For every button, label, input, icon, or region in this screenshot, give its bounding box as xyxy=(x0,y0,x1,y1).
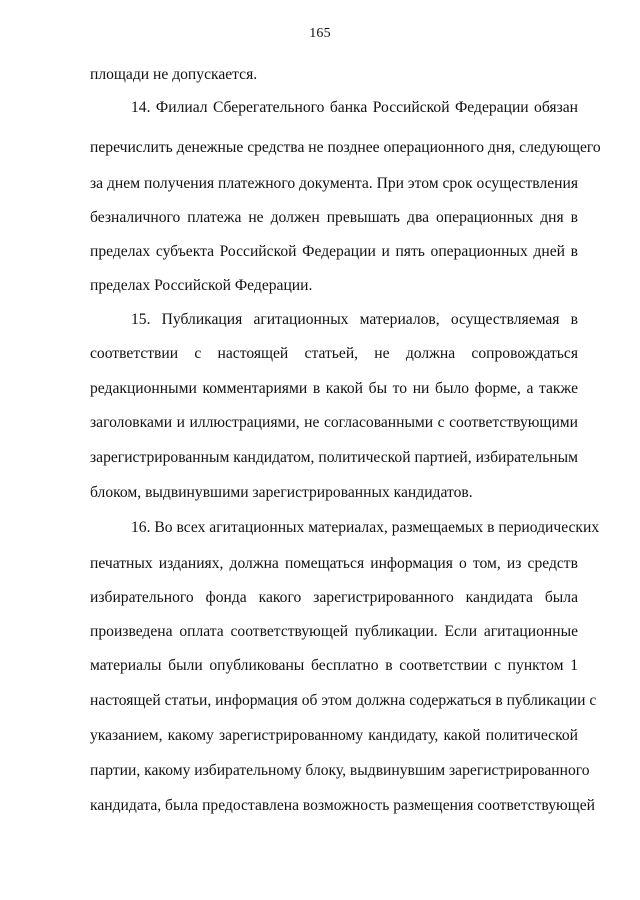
text-line: материалы были опубликованы бесплатно в соответствии с пунктом 1 xyxy=(90,657,578,674)
text-line: указанием, какому зарегистрированному кандидату, какой политической xyxy=(90,727,578,744)
text-line: редакционными комментариями в какой бы то ни было форме, а также xyxy=(90,380,578,397)
text-line: партии, какому избирательному блоку, выдвинувшим зарегистрированного xyxy=(90,762,590,779)
text-line: площади не допускается. xyxy=(90,66,258,83)
text-line: кандидата, была предоставлена возможность размещения соответствующей xyxy=(90,797,595,814)
text-line: зарегистрированным кандидатом, политической партией, избирательным xyxy=(90,449,578,466)
paragraph-14-line: 14. Филиал Сберегательного банка Российской Федерации обязан xyxy=(131,99,578,116)
text-line: произведена оплата соответствующей публикации. Если агитационные xyxy=(90,623,578,640)
text-line: соответствии с настоящей статьей, не должна сопровождаться xyxy=(90,345,578,362)
text-line: избирательного фонда какого зарегистрированного кандидата была xyxy=(90,589,578,606)
text-line: настоящей статьи, информация об этом должна содержаться в публикации с xyxy=(90,692,597,709)
text-line: перечислить денежные средства не позднее операционного дня, следующего xyxy=(90,139,601,156)
text-line: печатных изданиях, должна помещаться информация о том, из средств xyxy=(90,555,578,572)
text-line: пределах субъекта Российской Федерации и пять операционных дней в xyxy=(90,243,578,260)
paragraph-16-line: 16. Во всех агитационных материалах, размещаемых в периодических xyxy=(131,519,600,536)
text-line: за днем получения платежного документа. При этом срок осуществления xyxy=(90,175,578,192)
text-line: блоком, выдвинувшими зарегистрированных кандидатов. xyxy=(90,484,473,501)
text-line: пределах Российской Федерации. xyxy=(90,277,313,294)
text-line: заголовками и иллюстрациями, не согласованными с соответствующими xyxy=(90,414,578,431)
page-number: 165 xyxy=(309,26,331,41)
text-line: безналичного платежа не должен превышать два операционных дня в xyxy=(90,209,578,226)
paragraph-15-line: 15. Публикация агитационных материалов, осуществляемая в xyxy=(131,311,578,328)
